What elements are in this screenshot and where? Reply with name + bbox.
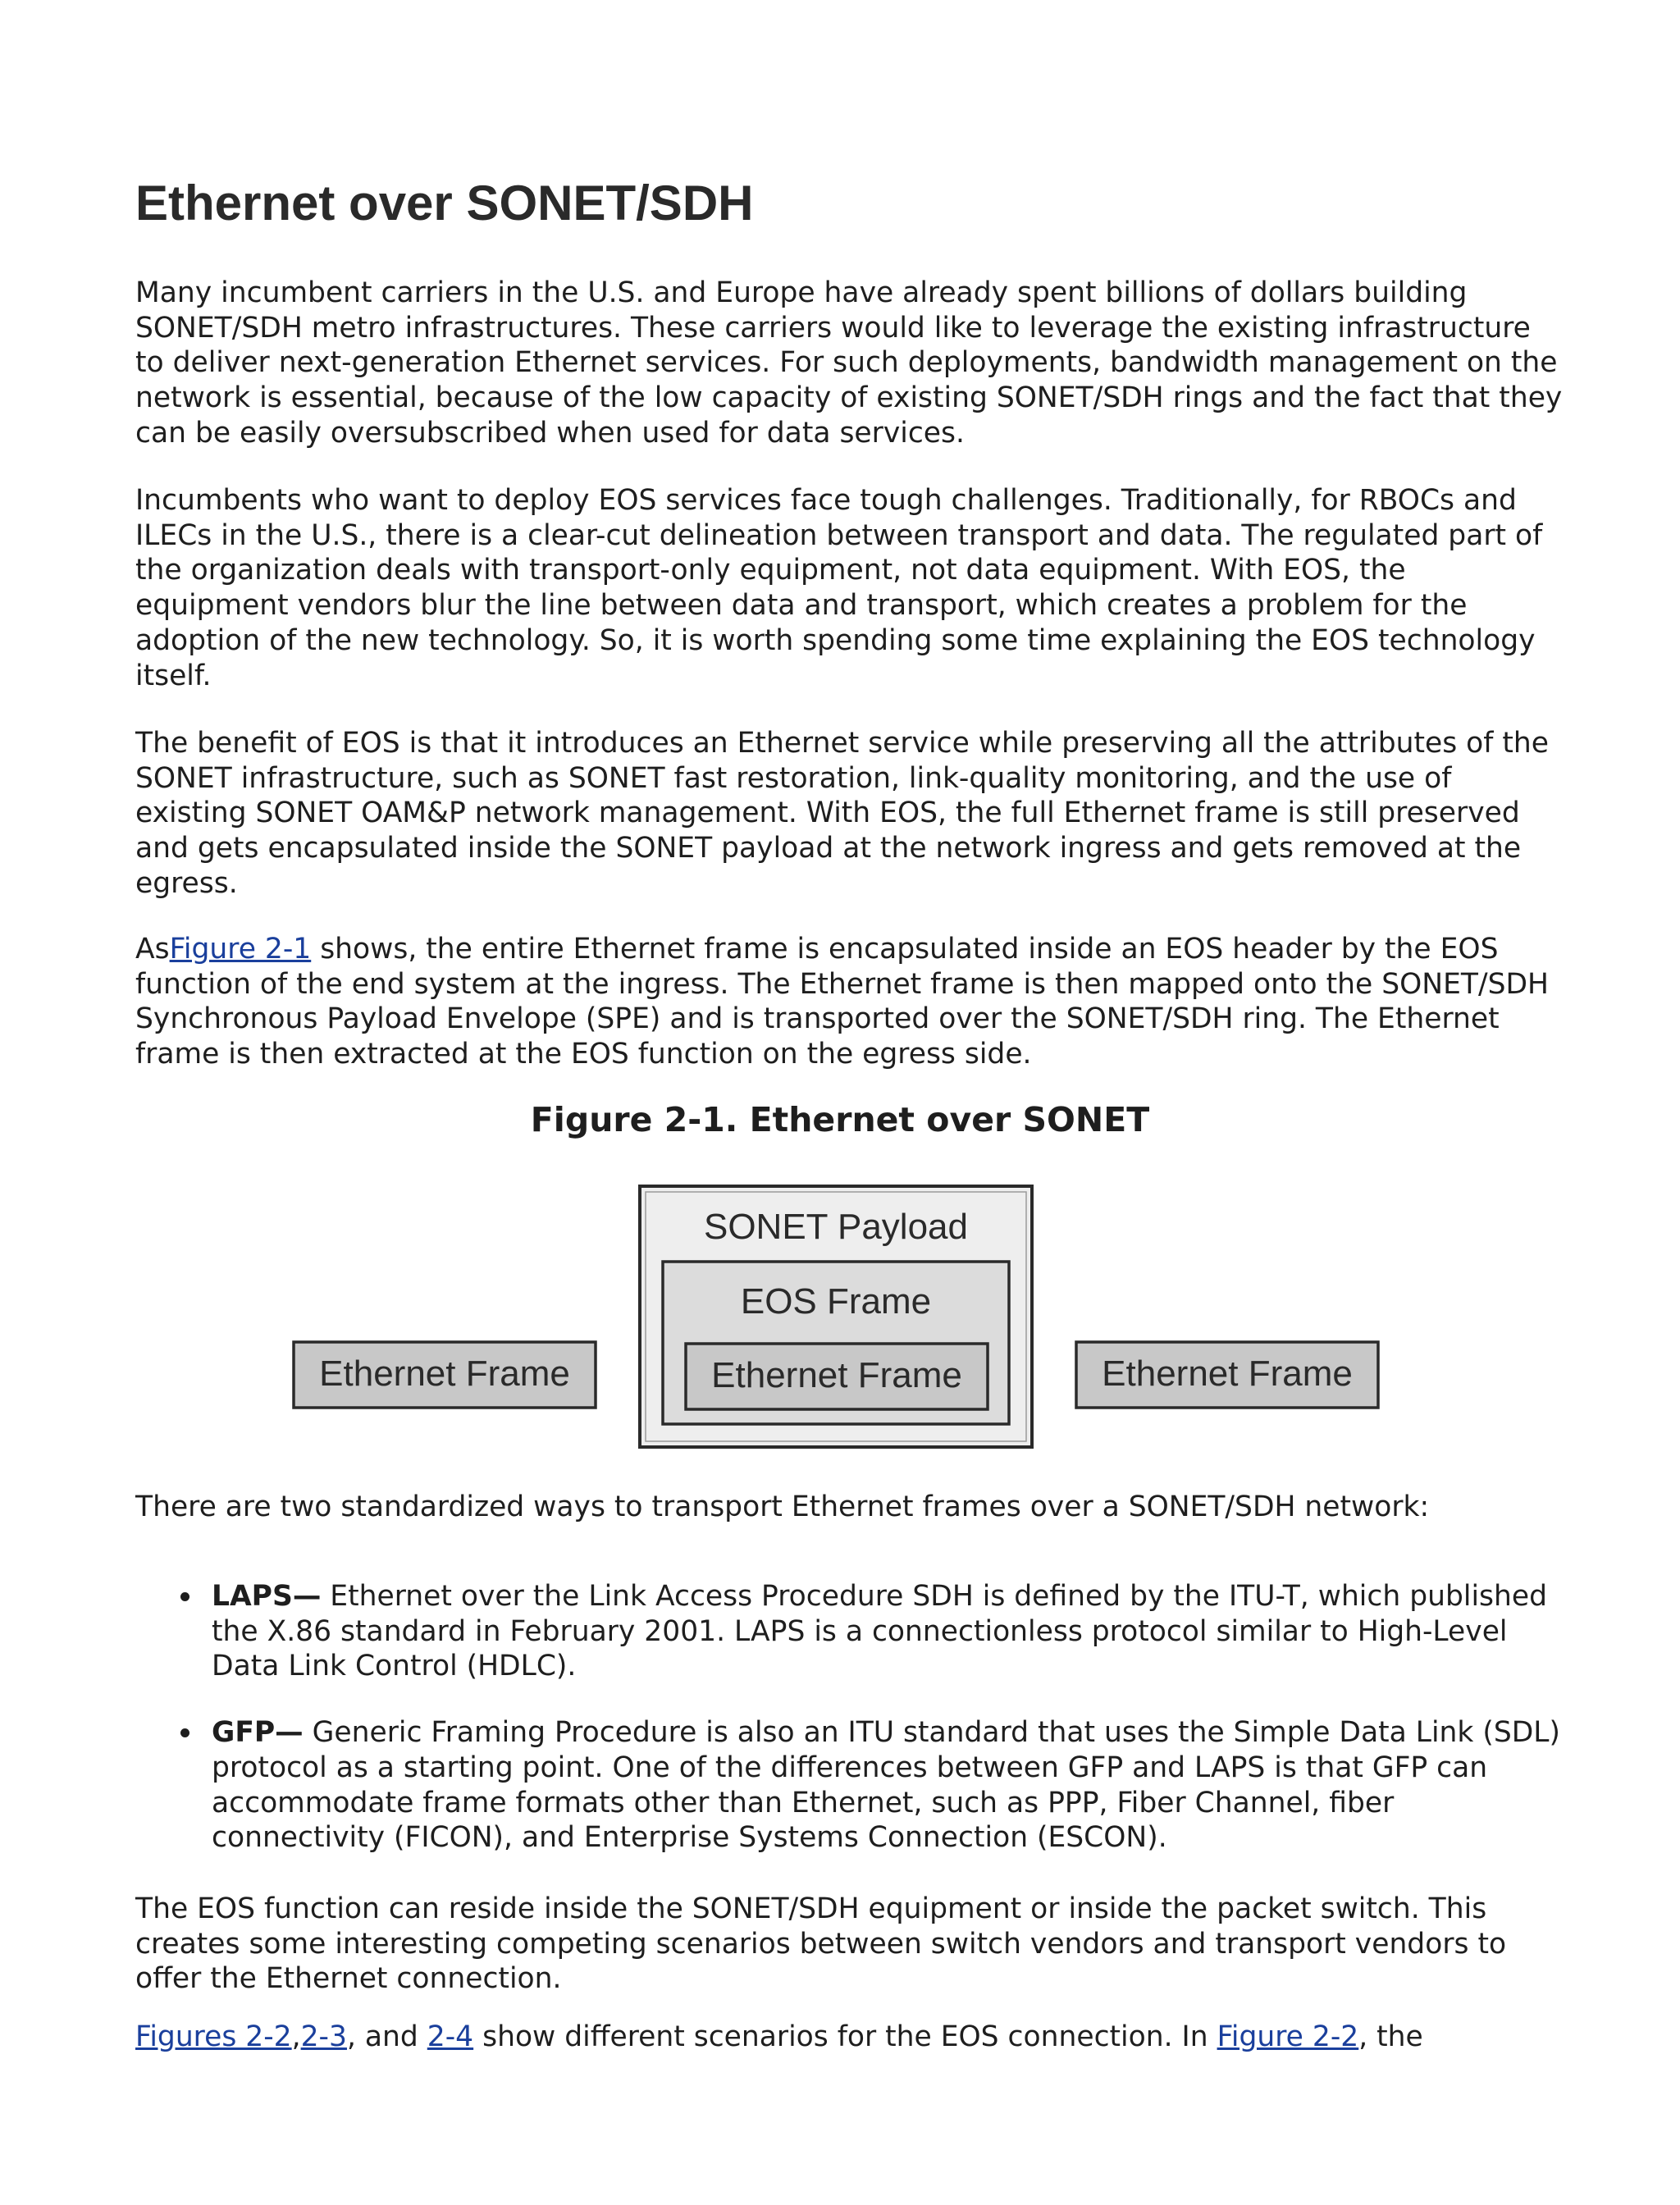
figure-caption: Figure 2-1. Ethernet over SONET [530, 1100, 1150, 1139]
laps-term: LAPS— [212, 1580, 322, 1613]
scenarios-end-text: , the [1358, 2020, 1423, 2053]
gfp-description: Generic Framing Procedure is also an ITU standard that uses the Simple Data Link (SDL) protocol as a starting point. One of the differences between GFP and LAPS is that GFP can accommodate frame formats other than Ethernet, such as PPP, Fiber Channel, fiber connectivity (FICON), and Enterprise Systems Connection (ESCON). [212, 1716, 1560, 1855]
figures-2-2-link[interactable]: Figures 2-2 [135, 2020, 292, 2053]
left-ethernet-frame-label: Ethernet Frame [319, 1354, 570, 1394]
ethernet-over-sonet-diagram [287, 1181, 1395, 1460]
paragraph-figure-reference [135, 932, 1563, 1072]
right-ethernet-frame-label: Ethernet Frame [1102, 1354, 1353, 1394]
page-title: Ethernet over SONET/SDH [135, 176, 754, 231]
figure-2-2-link[interactable]: Figure 2-2 [1217, 2020, 1359, 2053]
bullet-icon [180, 1728, 189, 1737]
paragraph-incumbents-challenges: Incumbents who want to deploy EOS services face tough challenges. Traditionally, for RBOCs and ILECs in the U.S., there is a clear-cut delineation between transport and data. The regulated part of the organization deals with transport-only equipment, not data equipment. With EOS, the equipment vendors blur the line between data and transport, which creates a problem for the adoption of the new technology. So, it is worth spending some time explaining the EOS technology itself. [135, 484, 1543, 692]
sonet-payload-label: SONET Payload [703, 1207, 969, 1247]
eos-frame-label: EOS Frame [740, 1281, 932, 1322]
separator-and: , and [346, 2020, 427, 2053]
standards-bullet-list [135, 1579, 1563, 1856]
paragraph-incumbent-carriers: Many incumbent carriers in the U.S. and Europe have already spent billions of dollars building SONET/SDH metro infrastructures. These carriers would like to leverage the existing infrastructure to deliver next-generation Ethernet services. For such deployments, bandwidth management on the network is essential, because of the low capacity of existing SONET/SDH rings and the fact that they can be easily oversubscribed when used for data services. [135, 276, 1563, 450]
laps-description: Ethernet over the Link Access Procedure SDH is defined by the ITU-T, which published the X.86 standard in February 2001. LAPS is a connectionless protocol similar to High-Level Data Link Control (HDLC). [212, 1580, 1547, 1683]
paragraph-rest-text: shows, the entire Ethernet frame is encapsulated inside an EOS header by the EOS function of the end system at the ingress. The Ethernet frame is then mapped onto the SONET/SDH Synchronous Payload Envelope (SPE) and is transported over the SONET/SDH ring. The Ethernet frame is then extracted at the EOS function on the egress side. [135, 933, 1549, 1071]
paragraph-eos-benefit [135, 726, 1563, 902]
figure-2-3-link[interactable]: 2-3 [300, 2020, 347, 2053]
paragraph-scenarios [135, 2020, 1563, 2055]
gfp-term: GFP— [212, 1716, 304, 1750]
scenarios-mid-text: show different scenarios for the EOS connection. In [473, 2020, 1217, 2053]
figure-2-4-link[interactable]: 2-4 [427, 2020, 474, 2053]
paragraph-lead-text: As [135, 933, 170, 966]
figure-2-1-link[interactable]: Figure 2-1 [169, 933, 312, 966]
list-item-laps [135, 1579, 1563, 1684]
bullet-icon [180, 1592, 189, 1601]
paragraph-eos-benefit-text: The benefit of EOS is that it introduces an Ethernet service while preserving all the attributes of the SONET infrastructure, such as SONET fast restoration, link-quality monitoring, and the use of existing SONET OAM&P network management. With EOS, the full Ethernet frame is still preserved and gets encapsulated inside the SONET payload at the network ingress and gets removed at the egress. [135, 727, 1549, 900]
list-item-gfp [135, 1715, 1563, 1856]
separator-comma: , [291, 2020, 301, 2053]
paragraph-standardized-ways: There are two standardized ways to transport Ethernet frames over a SONET/SDH network: [135, 1491, 1430, 1523]
paragraph-eos-function: The EOS function can reside inside the SONET/SDH equipment or inside the packet switch. This creates some interesting competing scenarios between switch vendors and transport vendors to offer the Ethernet connection. [135, 1892, 1507, 1996]
inner-ethernet-frame-label: Ethernet Frame [711, 1355, 962, 1395]
